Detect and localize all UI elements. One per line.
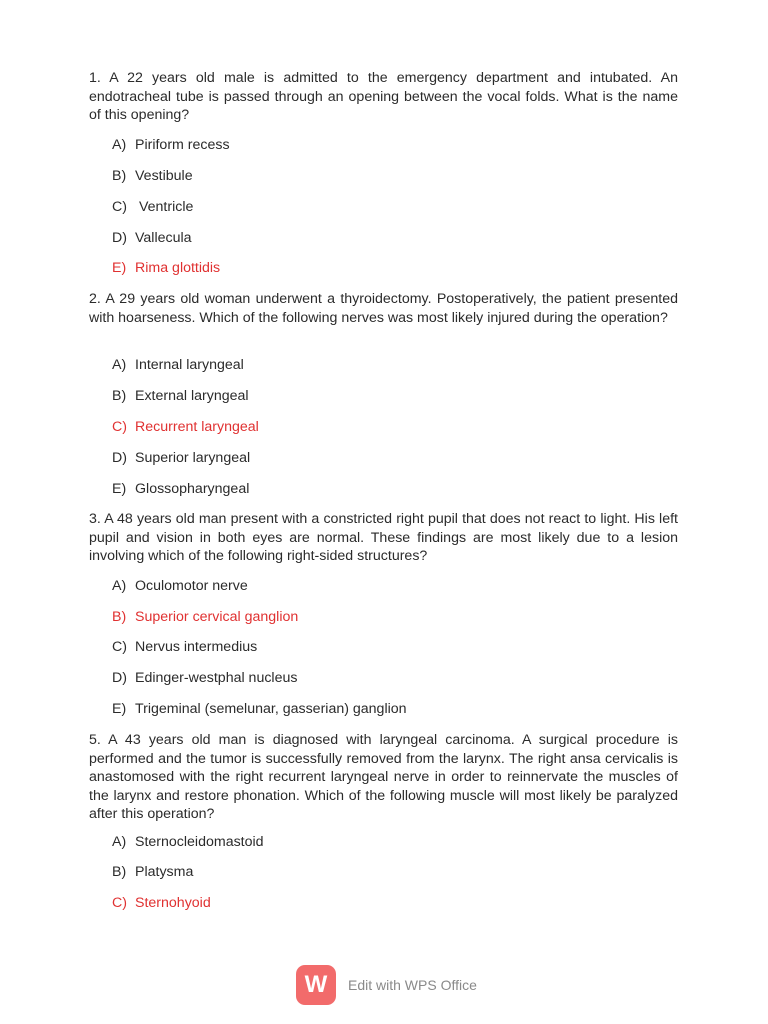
wps-logo-icon[interactable]: W — [296, 965, 336, 1005]
option-letter: B) — [112, 388, 127, 404]
option-letter: A) — [112, 357, 127, 373]
wps-footer[interactable] — [296, 963, 477, 1007]
q3-option-e — [112, 700, 407, 718]
option-letter: E) — [112, 481, 127, 497]
option-letter: E) — [112, 701, 127, 717]
question-5-text: 5. A 43 years old man is diagnosed with laryngeal carcinoma. A surgical procedure is performed and the tumor is successfully removed from the larynx. The right ansa cervicalis is anastomosed with the right recurrent laryngeal nerve in order to reinnervate the muscles of the larynx and restore phonation. Which of the following muscle will most likely be paralyzed after this operation? — [89, 732, 678, 822]
q5-option-a — [112, 833, 264, 851]
option-text: Piriform recess — [135, 137, 230, 153]
q5-option-c-correct — [112, 894, 211, 912]
option-text: Platysma — [135, 864, 194, 880]
option-letter: C) — [112, 639, 127, 655]
option-text: Sternohyoid — [135, 895, 211, 911]
q1-option-d — [112, 229, 192, 247]
option-text: Internal laryngeal — [135, 357, 244, 373]
question-2-text: 2. A 29 years old woman underwent a thyroidectomy. Postoperatively, the patient presented with hoarseness. Which of the following nerves was most likely injured during the operation? — [89, 291, 678, 326]
option-text: Superior cervical ganglion — [135, 609, 299, 625]
option-text: Recurrent laryngeal — [135, 419, 259, 435]
option-letter: A) — [112, 137, 127, 153]
q2-option-a — [112, 356, 244, 374]
option-text: Ventricle — [135, 199, 194, 215]
option-letter: C) — [112, 199, 127, 215]
q2-option-c-correct — [112, 418, 259, 436]
option-letter: D) — [112, 450, 127, 466]
option-letter: B) — [112, 864, 127, 880]
q3-option-b-correct — [112, 608, 298, 626]
question-1-text: 1. A 22 years old male is admitted to the emergency department and intubated. An endotracheal tube is passed through an opening between the vocal folds. What is the name of this opening? — [89, 70, 678, 123]
option-text: Sternocleidomastoid — [135, 834, 264, 850]
option-text: Edinger-westphal nucleus — [135, 670, 298, 686]
option-text: Glossopharyngeal — [135, 481, 250, 497]
q1-option-c — [112, 198, 193, 216]
q3-option-c — [112, 638, 257, 656]
option-letter: E) — [112, 260, 127, 276]
option-letter: D) — [112, 670, 127, 686]
q3-option-a — [112, 577, 248, 595]
q1-option-b — [112, 167, 193, 185]
option-text: Oculomotor nerve — [135, 578, 248, 594]
option-letter: A) — [112, 834, 127, 850]
q2-option-b — [112, 387, 249, 405]
option-text: Vallecula — [135, 230, 192, 246]
option-letter: C) — [112, 895, 127, 911]
edit-with-wps-link[interactable]: Edit with WPS Office — [348, 977, 477, 993]
question-3-text: 3. A 48 years old man present with a constricted right pupil that does not react to light. His left pupil and vision in both eyes are normal. These findings are most likely due to a lesion involving which of the following right-sided structures? — [89, 511, 678, 564]
option-text: Nervus intermedius — [135, 639, 258, 655]
option-text: Trigeminal (semelunar, gasserian) ganglion — [135, 701, 407, 717]
option-text: External laryngeal — [135, 388, 249, 404]
q2-option-e — [112, 480, 249, 498]
option-text: Vestibule — [135, 168, 193, 184]
option-letter: D) — [112, 230, 127, 246]
q2-option-d — [112, 449, 250, 467]
option-letter: B) — [112, 609, 127, 625]
q1-option-a — [112, 136, 230, 154]
q1-option-e-correct — [112, 259, 220, 277]
option-letter: B) — [112, 168, 127, 184]
option-text: Superior laryngeal — [135, 450, 251, 466]
option-letter: A) — [112, 578, 127, 594]
q3-option-d — [112, 669, 297, 687]
option-text: Rima glottidis — [135, 260, 221, 276]
option-letter: C) — [112, 419, 127, 435]
q5-option-b — [112, 863, 193, 881]
